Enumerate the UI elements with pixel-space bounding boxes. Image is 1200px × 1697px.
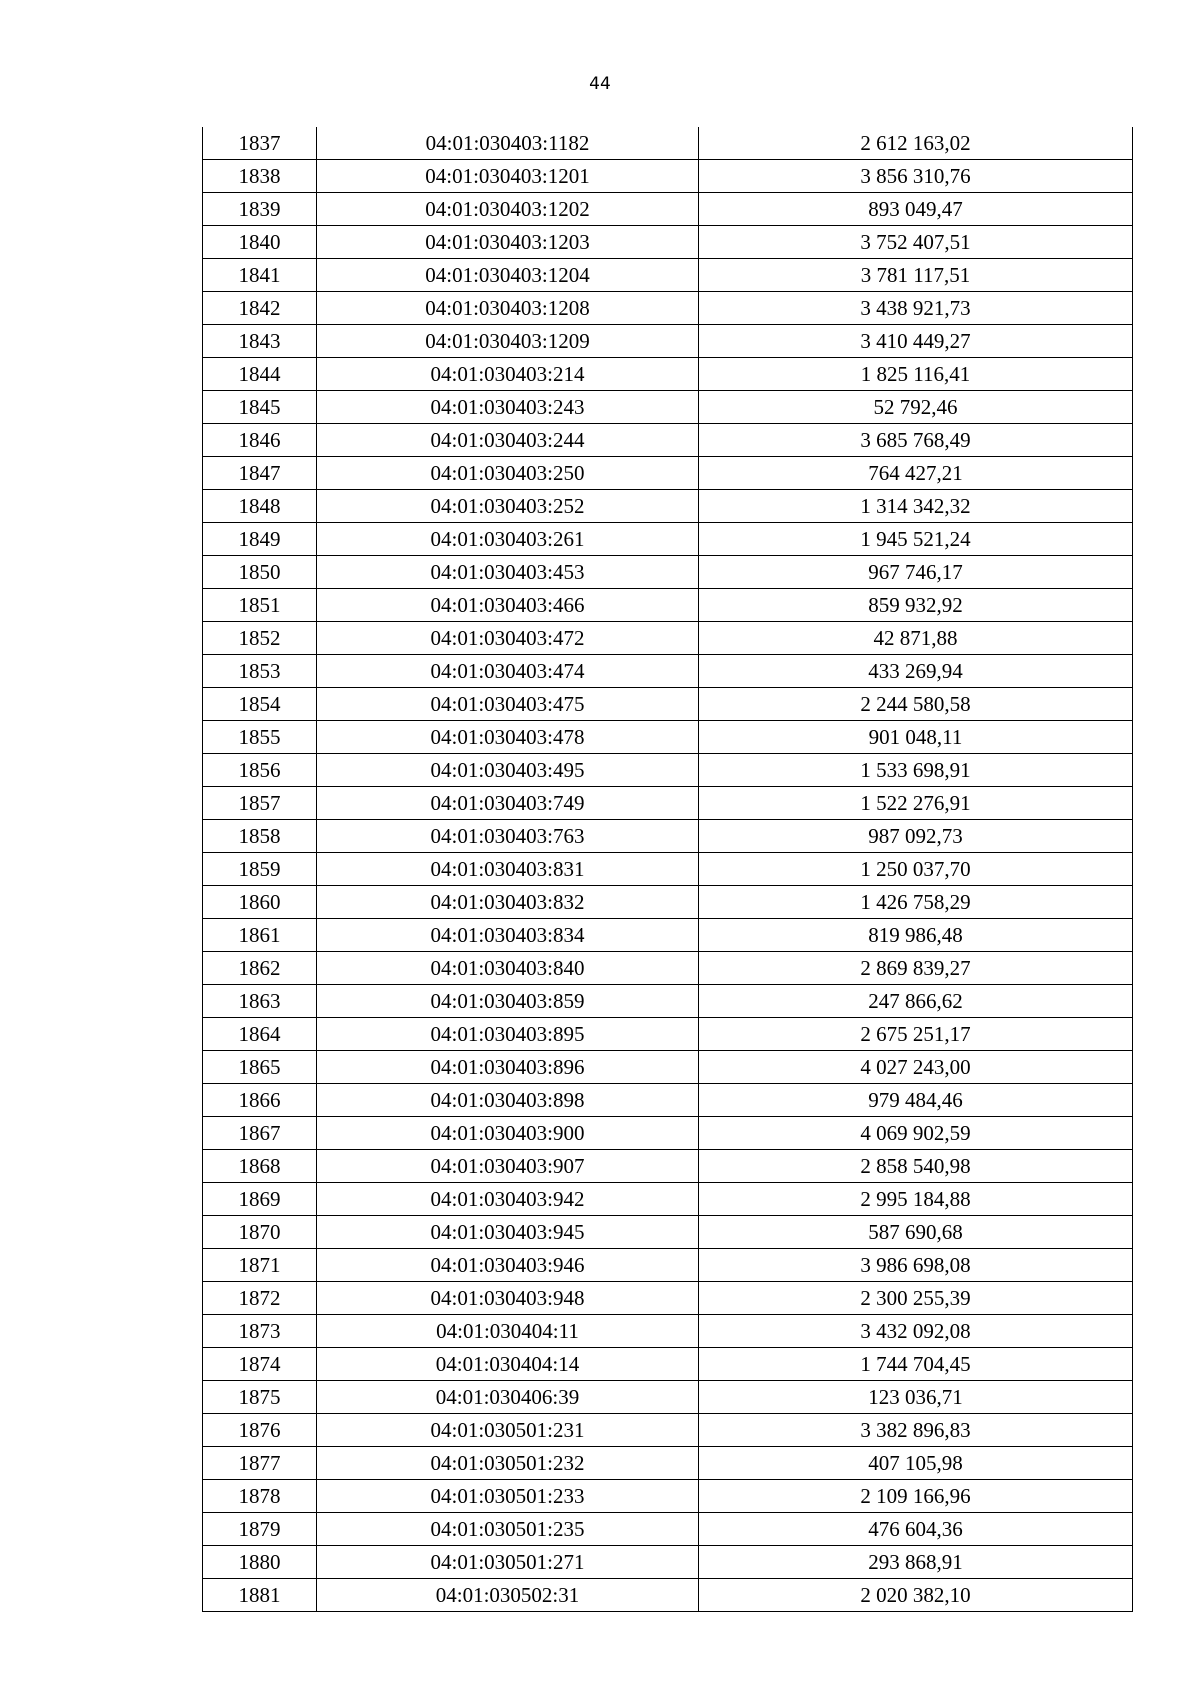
cadastral-value-cell: 293 868,91 bbox=[699, 1546, 1133, 1579]
cadastral-number-cell: 04:01:030404:11 bbox=[317, 1315, 699, 1348]
cadastral-number-cell: 04:01:030403:466 bbox=[317, 589, 699, 622]
cadastral-number-cell: 04:01:030403:834 bbox=[317, 919, 699, 952]
row-number-cell: 1849 bbox=[203, 523, 317, 556]
table-row bbox=[203, 1249, 1133, 1282]
cadastral-value-cell: 247 866,62 bbox=[699, 985, 1133, 1018]
table-row bbox=[203, 952, 1133, 985]
row-number-cell: 1847 bbox=[203, 457, 317, 490]
row-number-cell: 1842 bbox=[203, 292, 317, 325]
cadastral-number-cell: 04:01:030403:948 bbox=[317, 1282, 699, 1315]
table-row bbox=[203, 457, 1133, 490]
table-row bbox=[203, 1348, 1133, 1381]
cadastral-number-cell: 04:01:030403:453 bbox=[317, 556, 699, 589]
table-row bbox=[203, 259, 1133, 292]
table-row bbox=[203, 985, 1133, 1018]
table-row bbox=[203, 1216, 1133, 1249]
cadastral-number-cell: 04:01:030403:474 bbox=[317, 655, 699, 688]
cadastral-number-cell: 04:01:030403:472 bbox=[317, 622, 699, 655]
row-number-cell: 1868 bbox=[203, 1150, 317, 1183]
cadastral-number-cell: 04:01:030403:749 bbox=[317, 787, 699, 820]
row-number-cell: 1866 bbox=[203, 1084, 317, 1117]
cadastral-number-cell: 04:01:030501:271 bbox=[317, 1546, 699, 1579]
row-number-cell: 1861 bbox=[203, 919, 317, 952]
cadastral-number-cell: 04:01:030403:895 bbox=[317, 1018, 699, 1051]
table-row bbox=[203, 127, 1133, 160]
cadastral-value-cell: 893 049,47 bbox=[699, 193, 1133, 226]
row-number-cell: 1859 bbox=[203, 853, 317, 886]
table-row bbox=[203, 787, 1133, 820]
cadastral-number-cell: 04:01:030403:261 bbox=[317, 523, 699, 556]
table-row bbox=[203, 1480, 1133, 1513]
row-number-cell: 1873 bbox=[203, 1315, 317, 1348]
cadastral-value-cell: 3 752 407,51 bbox=[699, 226, 1133, 259]
cadastral-number-cell: 04:01:030403:945 bbox=[317, 1216, 699, 1249]
row-number-cell: 1858 bbox=[203, 820, 317, 853]
cadastral-value-cell: 2 995 184,88 bbox=[699, 1183, 1133, 1216]
cadastral-number-cell: 04:01:030403:244 bbox=[317, 424, 699, 457]
row-number-cell: 1845 bbox=[203, 391, 317, 424]
cadastral-value-cell: 587 690,68 bbox=[699, 1216, 1133, 1249]
row-number-cell: 1865 bbox=[203, 1051, 317, 1084]
cadastral-number-cell: 04:01:030403:475 bbox=[317, 688, 699, 721]
cadastral-value-cell: 3 856 310,76 bbox=[699, 160, 1133, 193]
table-row bbox=[203, 1018, 1133, 1051]
row-number-cell: 1857 bbox=[203, 787, 317, 820]
cadastral-number-cell: 04:01:030403:1209 bbox=[317, 325, 699, 358]
row-number-cell: 1877 bbox=[203, 1447, 317, 1480]
row-number-cell: 1874 bbox=[203, 1348, 317, 1381]
row-number-cell: 1839 bbox=[203, 193, 317, 226]
row-number-cell: 1870 bbox=[203, 1216, 317, 1249]
table-row bbox=[203, 1513, 1133, 1546]
cadastral-value-cell: 1 533 698,91 bbox=[699, 754, 1133, 787]
table-row bbox=[203, 1414, 1133, 1447]
cadastral-number-cell: 04:01:030502:31 bbox=[317, 1579, 699, 1612]
cadastral-value-cell: 2 109 166,96 bbox=[699, 1480, 1133, 1513]
cadastral-number-cell: 04:01:030403:898 bbox=[317, 1084, 699, 1117]
cadastral-number-cell: 04:01:030501:233 bbox=[317, 1480, 699, 1513]
table-row bbox=[203, 358, 1133, 391]
cadastral-value-cell: 3 781 117,51 bbox=[699, 259, 1133, 292]
row-number-cell: 1875 bbox=[203, 1381, 317, 1414]
cadastral-number-cell: 04:01:030403:478 bbox=[317, 721, 699, 754]
cadastral-value-cell: 3 438 921,73 bbox=[699, 292, 1133, 325]
row-number-cell: 1879 bbox=[203, 1513, 317, 1546]
cadastral-value-cell: 433 269,94 bbox=[699, 655, 1133, 688]
table-row bbox=[203, 655, 1133, 688]
cadastral-number-cell: 04:01:030403:1201 bbox=[317, 160, 699, 193]
cadastral-number-cell: 04:01:030403:907 bbox=[317, 1150, 699, 1183]
table-row bbox=[203, 391, 1133, 424]
cadastral-value-cell: 2 020 382,10 bbox=[699, 1579, 1133, 1612]
table-row bbox=[203, 226, 1133, 259]
cadastral-number-cell: 04:01:030403:1202 bbox=[317, 193, 699, 226]
table-row bbox=[203, 1579, 1133, 1612]
cadastral-number-cell: 04:01:030403:840 bbox=[317, 952, 699, 985]
row-number-cell: 1856 bbox=[203, 754, 317, 787]
table-row bbox=[203, 424, 1133, 457]
row-number-cell: 1860 bbox=[203, 886, 317, 919]
cadastral-number-cell: 04:01:030403:859 bbox=[317, 985, 699, 1018]
cadastral-number-cell: 04:01:030403:495 bbox=[317, 754, 699, 787]
cadastral-value-cell: 2 858 540,98 bbox=[699, 1150, 1133, 1183]
row-number-cell: 1840 bbox=[203, 226, 317, 259]
row-number-cell: 1881 bbox=[203, 1579, 317, 1612]
table-row bbox=[203, 589, 1133, 622]
row-number-cell: 1869 bbox=[203, 1183, 317, 1216]
row-number-cell: 1837 bbox=[203, 127, 317, 160]
table-row bbox=[203, 721, 1133, 754]
cadastral-value-cell: 2 244 580,58 bbox=[699, 688, 1133, 721]
table-row bbox=[203, 523, 1133, 556]
row-number-cell: 1843 bbox=[203, 325, 317, 358]
table-body bbox=[203, 127, 1133, 1612]
cadastral-number-cell: 04:01:030403:1203 bbox=[317, 226, 699, 259]
cadastral-value-cell: 819 986,48 bbox=[699, 919, 1133, 952]
row-number-cell: 1880 bbox=[203, 1546, 317, 1579]
row-number-cell: 1876 bbox=[203, 1414, 317, 1447]
row-number-cell: 1844 bbox=[203, 358, 317, 391]
cadastral-number-cell: 04:01:030403:946 bbox=[317, 1249, 699, 1282]
table-row bbox=[203, 490, 1133, 523]
table-row bbox=[203, 1117, 1133, 1150]
cadastral-number-cell: 04:01:030403:831 bbox=[317, 853, 699, 886]
row-number-cell: 1867 bbox=[203, 1117, 317, 1150]
cadastral-value-cell: 1 522 276,91 bbox=[699, 787, 1133, 820]
row-number-cell: 1864 bbox=[203, 1018, 317, 1051]
table-row bbox=[203, 1282, 1133, 1315]
cadastral-value-cell: 3 432 092,08 bbox=[699, 1315, 1133, 1348]
row-number-cell: 1863 bbox=[203, 985, 317, 1018]
cadastral-value-cell: 979 484,46 bbox=[699, 1084, 1133, 1117]
cadastral-number-cell: 04:01:030403:942 bbox=[317, 1183, 699, 1216]
table-row bbox=[203, 556, 1133, 589]
cadastral-number-cell: 04:01:030501:235 bbox=[317, 1513, 699, 1546]
cadastral-value-cell: 859 932,92 bbox=[699, 589, 1133, 622]
row-number-cell: 1838 bbox=[203, 160, 317, 193]
table-row bbox=[203, 886, 1133, 919]
table-row bbox=[203, 1150, 1133, 1183]
cadastral-value-cell: 1 825 116,41 bbox=[699, 358, 1133, 391]
cadastral-value-cell: 4 027 243,00 bbox=[699, 1051, 1133, 1084]
table-row bbox=[203, 919, 1133, 952]
cadastral-number-cell: 04:01:030403:1204 bbox=[317, 259, 699, 292]
table-row bbox=[203, 1447, 1133, 1480]
row-number-cell: 1878 bbox=[203, 1480, 317, 1513]
cadastral-number-cell: 04:01:030404:14 bbox=[317, 1348, 699, 1381]
cadastral-value-cell: 2 300 255,39 bbox=[699, 1282, 1133, 1315]
table-row bbox=[203, 1315, 1133, 1348]
cadastral-value-cell: 1 945 521,24 bbox=[699, 523, 1133, 556]
table-row bbox=[203, 853, 1133, 886]
row-number-cell: 1862 bbox=[203, 952, 317, 985]
cadastral-number-cell: 04:01:030403:250 bbox=[317, 457, 699, 490]
cadastral-number-cell: 04:01:030406:39 bbox=[317, 1381, 699, 1414]
row-number-cell: 1848 bbox=[203, 490, 317, 523]
cadastral-number-cell: 04:01:030403:243 bbox=[317, 391, 699, 424]
cadastral-value-cell: 3 382 896,83 bbox=[699, 1414, 1133, 1447]
cadastral-value-cell: 4 069 902,59 bbox=[699, 1117, 1133, 1150]
page-number: 44 bbox=[589, 74, 611, 94]
cadastral-value-cell: 2 869 839,27 bbox=[699, 952, 1133, 985]
cadastral-value-cell: 1 314 342,32 bbox=[699, 490, 1133, 523]
cadastral-number-cell: 04:01:030403:214 bbox=[317, 358, 699, 391]
row-number-cell: 1850 bbox=[203, 556, 317, 589]
cadastral-value-cell: 3 685 768,49 bbox=[699, 424, 1133, 457]
row-number-cell: 1846 bbox=[203, 424, 317, 457]
table-row bbox=[203, 325, 1133, 358]
table-row bbox=[203, 622, 1133, 655]
table-row bbox=[203, 754, 1133, 787]
cadastral-value-cell: 967 746,17 bbox=[699, 556, 1133, 589]
row-number-cell: 1854 bbox=[203, 688, 317, 721]
cadastral-number-cell: 04:01:030403:896 bbox=[317, 1051, 699, 1084]
row-number-cell: 1872 bbox=[203, 1282, 317, 1315]
table-row bbox=[203, 292, 1133, 325]
table-row bbox=[203, 1546, 1133, 1579]
cadastral-number-cell: 04:01:030403:1182 bbox=[317, 127, 699, 160]
row-number-cell: 1852 bbox=[203, 622, 317, 655]
table-row bbox=[203, 820, 1133, 853]
table-row bbox=[203, 688, 1133, 721]
row-number-cell: 1871 bbox=[203, 1249, 317, 1282]
cadastral-value-cell: 52 792,46 bbox=[699, 391, 1133, 424]
table-row bbox=[203, 160, 1133, 193]
table-row bbox=[203, 1381, 1133, 1414]
cadastral-value-cell: 1 744 704,45 bbox=[699, 1348, 1133, 1381]
row-number-cell: 1855 bbox=[203, 721, 317, 754]
cadastral-value-table bbox=[202, 127, 1133, 1612]
row-number-cell: 1841 bbox=[203, 259, 317, 292]
cadastral-value-cell: 2 612 163,02 bbox=[699, 127, 1133, 160]
cadastral-value-cell: 3 986 698,08 bbox=[699, 1249, 1133, 1282]
cadastral-number-cell: 04:01:030403:900 bbox=[317, 1117, 699, 1150]
cadastral-number-cell: 04:01:030403:763 bbox=[317, 820, 699, 853]
row-number-cell: 1851 bbox=[203, 589, 317, 622]
cadastral-value-cell: 2 675 251,17 bbox=[699, 1018, 1133, 1051]
cadastral-number-cell: 04:01:030501:232 bbox=[317, 1447, 699, 1480]
table-row bbox=[203, 1183, 1133, 1216]
cadastral-number-cell: 04:01:030403:1208 bbox=[317, 292, 699, 325]
cadastral-value-cell: 123 036,71 bbox=[699, 1381, 1133, 1414]
table-row bbox=[203, 1051, 1133, 1084]
cadastral-number-cell: 04:01:030501:231 bbox=[317, 1414, 699, 1447]
cadastral-number-cell: 04:01:030403:252 bbox=[317, 490, 699, 523]
cadastral-number-cell: 04:01:030403:832 bbox=[317, 886, 699, 919]
table-row bbox=[203, 193, 1133, 226]
cadastral-value-cell: 1 250 037,70 bbox=[699, 853, 1133, 886]
cadastral-value-cell: 3 410 449,27 bbox=[699, 325, 1133, 358]
table-row bbox=[203, 1084, 1133, 1117]
cadastral-value-cell: 407 105,98 bbox=[699, 1447, 1133, 1480]
cadastral-value-cell: 901 048,11 bbox=[699, 721, 1133, 754]
cadastral-value-cell: 764 427,21 bbox=[699, 457, 1133, 490]
cadastral-value-cell: 42 871,88 bbox=[699, 622, 1133, 655]
cadastral-value-cell: 987 092,73 bbox=[699, 820, 1133, 853]
cadastral-value-cell: 476 604,36 bbox=[699, 1513, 1133, 1546]
cadastral-value-cell: 1 426 758,29 bbox=[699, 886, 1133, 919]
row-number-cell: 1853 bbox=[203, 655, 317, 688]
